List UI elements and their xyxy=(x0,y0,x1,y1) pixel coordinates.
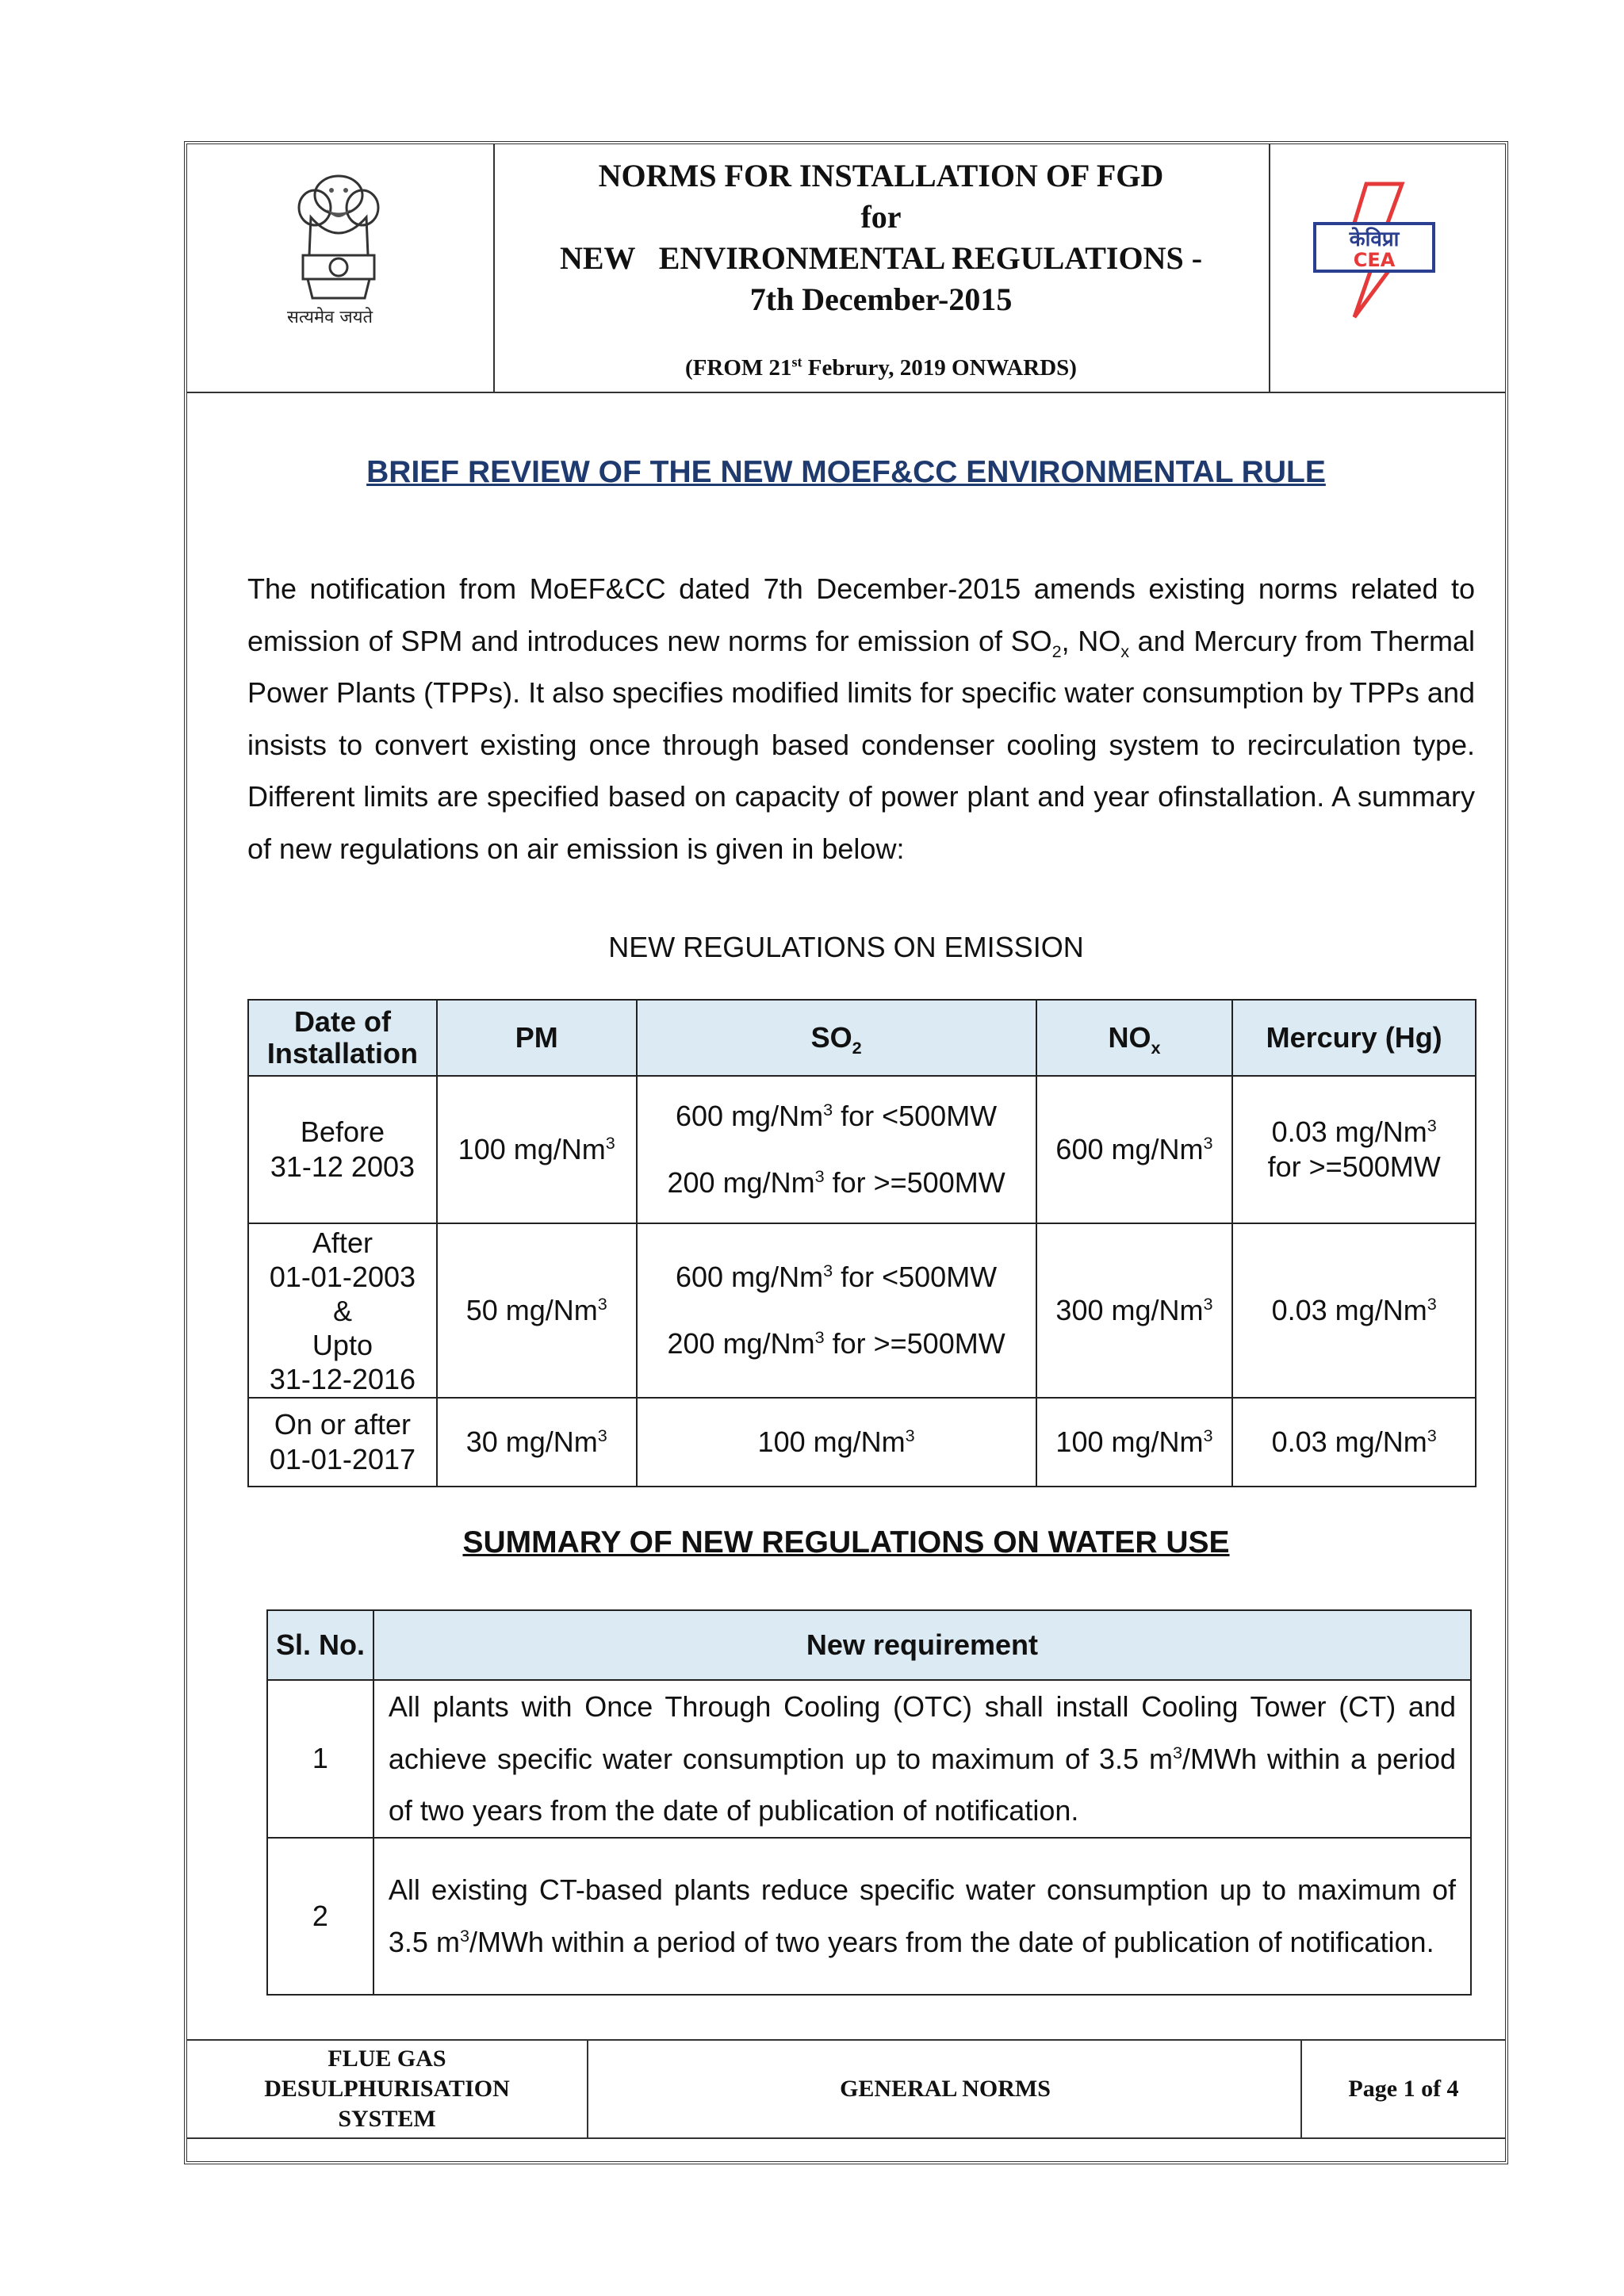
water-table xyxy=(266,1609,1472,1996)
cell-so2: 100 mg/Nm$^3$ xyxy=(637,1398,1036,1487)
cell-date: Before 31-12 2003 xyxy=(248,1076,437,1223)
cell-nox: 100 mg/Nm$^3$ xyxy=(1036,1398,1233,1487)
col-header-requirement: New requirement xyxy=(373,1610,1471,1680)
cell-pm: 100 mg/Nm$^3$ xyxy=(437,1076,637,1223)
table-row xyxy=(248,1223,1476,1398)
footer-system: FLUE GAS DESULPHURISATION SYSTEM xyxy=(187,2041,588,2137)
col-header-date: Date of Installation xyxy=(248,1000,437,1076)
cell-requirement: All existing CT-based plants reduce specific water consumption up to maximum of 3.5 $m^3$/MWh within a period of two years from the date of publication of notification. xyxy=(373,1838,1471,1995)
logo-text-bottom: CEA xyxy=(1353,249,1396,271)
logo-cell xyxy=(1269,144,1505,392)
table-row xyxy=(248,1398,1476,1487)
title-line-4: 7th December-2015 xyxy=(749,281,1013,317)
page-frame xyxy=(184,141,1508,2164)
emission-header-row xyxy=(248,1000,1476,1076)
footer-norms: GENERAL NORMS xyxy=(590,2041,1302,2137)
col-header-hg: Mercury (Hg) xyxy=(1232,1000,1476,1076)
effective-date: (FROM 21st Februry, 2019 ONWARDS) xyxy=(685,354,1077,381)
cell-so2: 600 mg/Nm$^3$ for <500MW 200 mg/Nm$^3$ for >=500MW xyxy=(637,1223,1036,1398)
water-heading: SUMMARY OF NEW REGULATIONS ON WATER USE xyxy=(462,1525,1230,1559)
national-emblem-icon xyxy=(279,162,398,320)
cell-hg: 0.03 mg/Nm$^3$ for >=500MW xyxy=(1232,1076,1476,1223)
cell-pm: 50 mg/Nm$^3$ xyxy=(437,1223,637,1398)
cea-logo-icon xyxy=(1299,176,1450,327)
table-row xyxy=(267,1838,1471,1995)
cell-sl: 2 xyxy=(267,1838,373,1995)
page-number: Page 1 of 4 xyxy=(1348,2076,1459,2102)
title-line-2: for xyxy=(860,199,902,235)
col-header-so2: $SO_2$ xyxy=(637,1000,1036,1076)
cell-so2: 600 mg/Nm$^3$ for <500MW 200 mg/Nm$^3$ for >=500MW xyxy=(637,1076,1036,1223)
cell-nox: 300 mg/Nm$^3$ xyxy=(1036,1223,1233,1398)
cell-sl: 1 xyxy=(267,1680,373,1838)
document-footer xyxy=(187,2039,1505,2139)
cell-hg: 0.03 mg/Nm$^3$ xyxy=(1232,1398,1476,1487)
emission-table-caption: NEW REGULATIONS ON EMISSION xyxy=(608,931,1084,963)
col-header-nox: $NO_x$ xyxy=(1036,1000,1233,1076)
document-header xyxy=(187,144,1505,393)
cell-nox: 600 mg/Nm$^3$ xyxy=(1036,1076,1233,1223)
cell-hg: 0.03 mg/Nm$^3$ xyxy=(1232,1223,1476,1398)
emblem-motto: सत्यमेव जयते xyxy=(287,308,373,327)
cell-date: On or after 01-01-2017 xyxy=(248,1398,437,1487)
cell-requirement: All plants with Once Through Cooling (OTC) shall install Cooling Tower (CT) and achieve specific water consumption up to maximum of 3.5 $m^3$/MWh within a period of two years from the date of publication of notification. xyxy=(373,1680,1471,1838)
emission-table xyxy=(247,999,1477,1487)
review-paragraph: The notification from MoEF&CC dated 7th December-2015 amends existing norms related to emission of SPM and introduces new norms for emission of $SO_2$, $NO_x$ and Mercury from Thermal Power Plants (TPPs). It also specifies modified limits for specific water consumption by TPPs and insists to convert existing once through based condenser cooling system to recirculation type. Different limits are specified based on capacity of power plant and year ofinstallation. A summary of new regulations on air emission is given in below: xyxy=(247,572,1475,865)
title-line-1: NORMS FOR INSTALLATION OF FGD xyxy=(598,158,1164,193)
table-row xyxy=(248,1076,1476,1223)
table-row xyxy=(267,1680,1471,1838)
cell-date: After 01-01-2003 & Upto 31-12-2016 xyxy=(248,1223,437,1398)
emblem-cell xyxy=(187,144,495,392)
review-heading: BRIEF REVIEW OF THE NEW MOEF&CC ENVIRONMENTAL RULE xyxy=(366,455,1326,489)
col-header-pm: PM xyxy=(437,1000,637,1076)
document-title xyxy=(493,144,1270,392)
water-header-row xyxy=(267,1610,1471,1680)
cell-pm: 30 mg/Nm$^3$ xyxy=(437,1398,637,1487)
logo-text-top: केविप्रा xyxy=(1349,228,1400,251)
col-header-sl: Sl. No. xyxy=(267,1610,373,1680)
title-line-3: NEW ENVIRONMENTAL REGULATIONS - xyxy=(559,240,1203,276)
